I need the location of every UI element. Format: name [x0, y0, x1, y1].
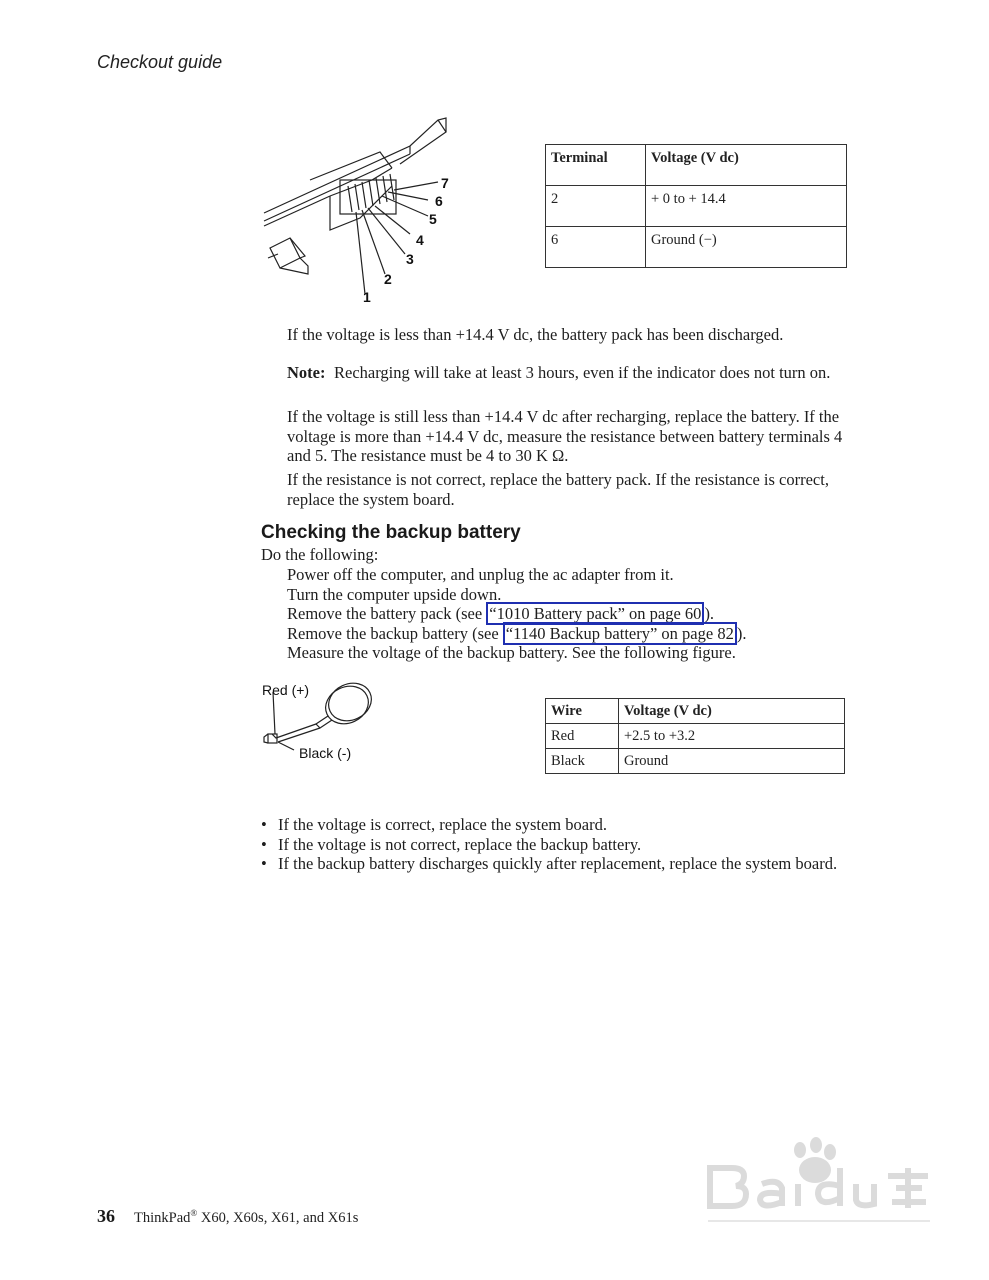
footer-product — [134, 1208, 358, 1227]
list-item — [261, 815, 861, 835]
backup-battery-figure — [258, 676, 378, 766]
result-bullet-list — [261, 815, 861, 874]
step-3-text: Remove the battery pack (see — [287, 604, 487, 623]
note-block — [287, 363, 867, 383]
table-cell: Ground (−) — [646, 227, 847, 268]
note-label: Note: — [287, 363, 326, 382]
step-4-tail: ). — [736, 623, 747, 643]
page-header-title: Checkout guide — [97, 52, 223, 72]
baidu-watermark-logo — [700, 1128, 940, 1253]
red-wire-label: Red (+) — [262, 682, 310, 698]
backup-battery-link[interactable]: “1140 Backup battery” on page 82 — [503, 622, 737, 645]
table-cell: + 0 to + 14.4 — [646, 186, 847, 227]
recharge-paragraph: If the voltage is still less than +14.4 V dc after recharging, replace the battery. If the voltage is more than +14.4 V dc, measure the resistance between battery terminals 4 and 5. The resistance must be 4 to 30 K Ω. — [287, 407, 843, 465]
step-4-text: Remove the backup battery (see — [287, 623, 503, 643]
resistance-paragraph: If the resistance is not correct, replace the battery pack. If the resistance is correct, replace the system board. — [287, 470, 829, 509]
terminal-label-4: 4 — [416, 232, 424, 248]
step-3-tail: ). — [704, 604, 715, 623]
table-header: Voltage (V dc) — [619, 699, 845, 724]
bullet-text: If the voltage is not correct, replace the backup battery. — [278, 834, 642, 854]
registered-mark: ® — [190, 1208, 198, 1218]
table-cell: Red — [546, 724, 619, 749]
terminal-label-3: 3 — [406, 251, 414, 267]
step-3 — [287, 604, 887, 624]
step-2: Turn the computer upside down. — [287, 584, 502, 604]
bullet-icon: • — [261, 815, 267, 834]
black-wire-label: Black (-) — [299, 745, 352, 761]
list-item — [261, 835, 861, 855]
table-cell: 6 — [546, 227, 646, 268]
terminal-label-1: 1 — [363, 289, 371, 305]
table-header: Voltage (V dc) — [646, 145, 847, 186]
table-header: Wire — [546, 699, 619, 724]
page-number: 36 — [97, 1206, 115, 1226]
bullet-text: If the voltage is correct, replace the system board. — [278, 815, 607, 834]
table-cell: Black — [546, 749, 619, 774]
note-text: Recharging will take at least 3 hours, even if the indicator does not turn on. — [334, 363, 831, 382]
section-heading: Checking the backup battery — [261, 522, 521, 543]
battery-terminal-figure — [260, 108, 460, 308]
terminal-label-7: 7 — [441, 175, 449, 191]
terminal-label-2: 2 — [384, 271, 392, 287]
footer-brand: ThinkPad — [134, 1209, 191, 1226]
table-cell: Ground — [619, 749, 845, 774]
wire-voltage-table — [545, 698, 845, 774]
steps-list — [287, 565, 887, 663]
battery-pack-link[interactable]: “1010 Battery pack” on page 60 — [486, 602, 704, 625]
section-intro: Do the following: — [261, 545, 379, 564]
table-header: Terminal — [546, 145, 646, 186]
step-4 — [287, 624, 887, 644]
bullet-text: If the backup battery discharges quickly after replacement, replace the system board. — [278, 854, 838, 873]
terminal-voltage-table — [545, 144, 847, 268]
terminal-label-6: 6 — [435, 193, 443, 209]
footer-models: X60, X60s, X61, and X61s — [197, 1209, 359, 1226]
bullet-icon: • — [261, 834, 267, 854]
terminal-label-5: 5 — [429, 211, 437, 227]
step-5: Measure the voltage of the backup battery. See the following figure. — [287, 643, 736, 662]
table-cell: 2 — [546, 186, 646, 227]
bullet-icon: • — [261, 854, 267, 873]
list-item — [261, 854, 848, 874]
step-1: Power off the computer, and unplug the ac adapter from it. — [287, 565, 674, 584]
table-cell: +2.5 to +3.2 — [619, 724, 845, 749]
discharge-paragraph: If the voltage is less than +14.4 V dc, the battery pack has been discharged. — [287, 325, 784, 344]
